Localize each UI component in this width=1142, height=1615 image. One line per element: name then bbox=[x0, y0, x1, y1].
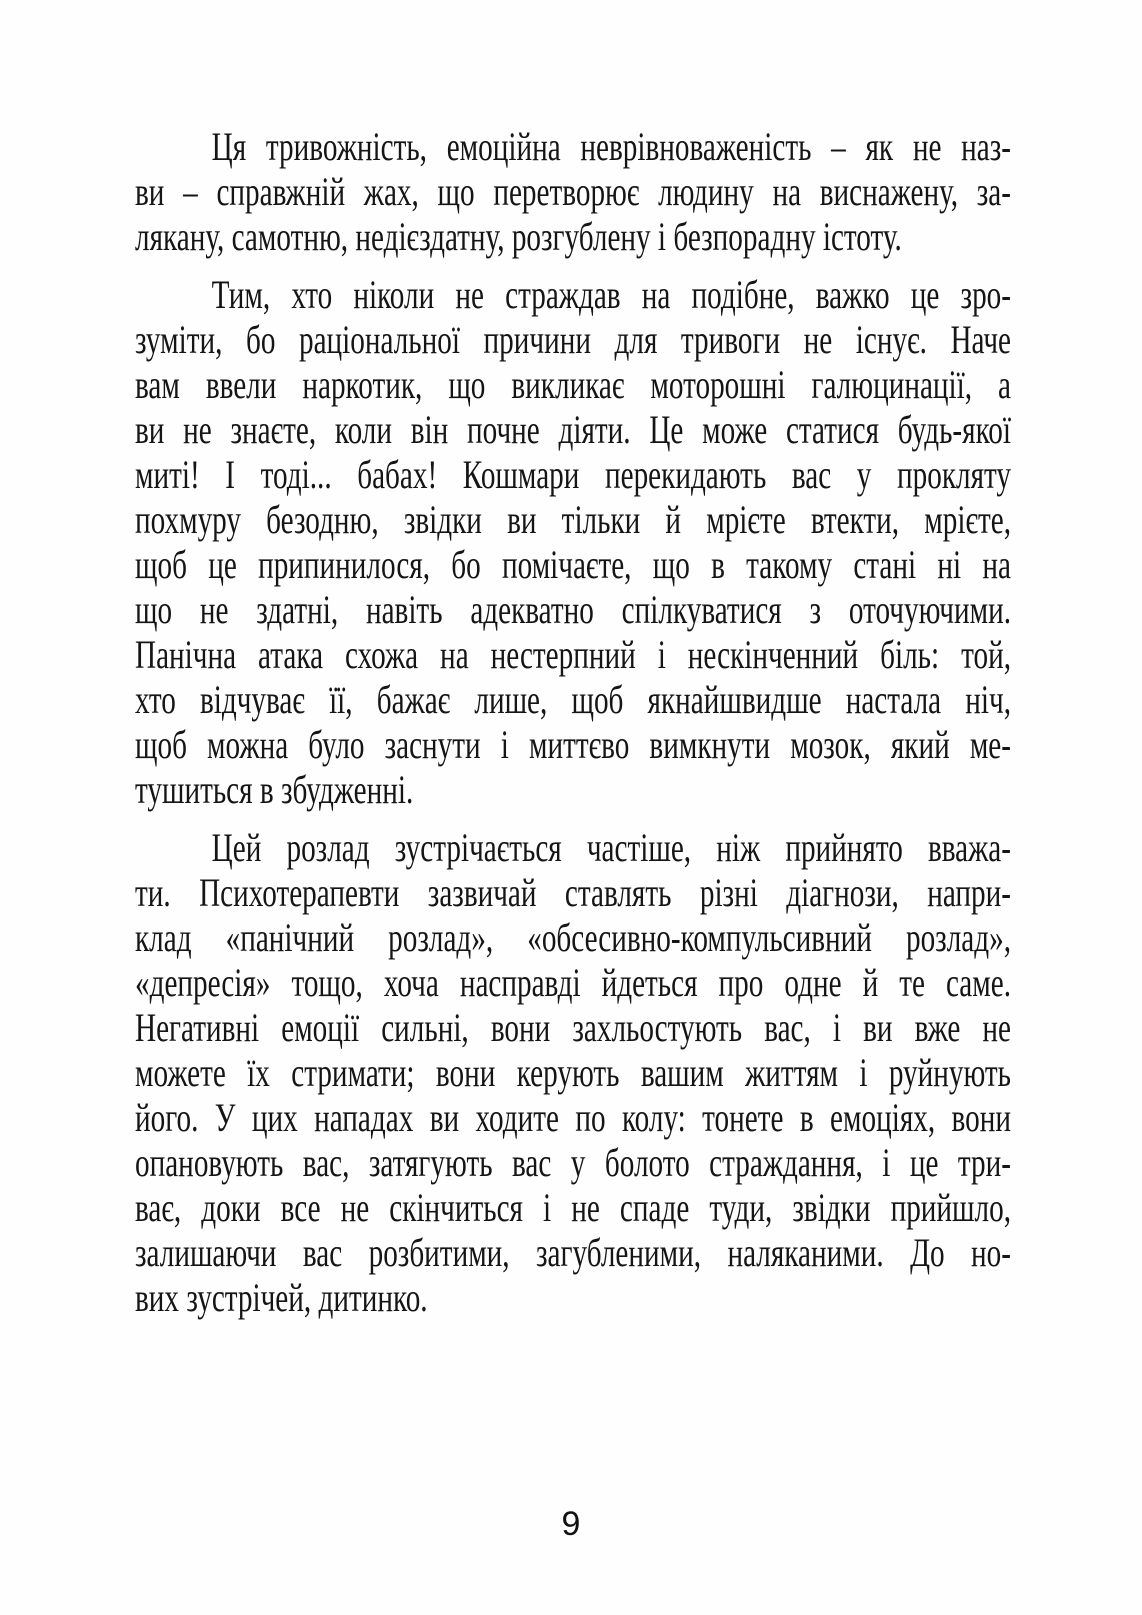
text-line: щоб це припинилося, бо помічаєте, що в такому стані ні на bbox=[135, 542, 1011, 587]
text-line: Негативні емоції сильні, вони захльостують вас, і ви вже не bbox=[135, 1005, 1011, 1050]
text-line: вам ввели наркотик, що викликає моторошні галюцинації, а bbox=[135, 362, 1011, 407]
text-line: Панічна атака схожа на нестерпний і нескінченний біль: той, bbox=[135, 632, 1011, 677]
text-line: похмуру безодню, звідки ви тільки й мрієте втекти, мрієте, bbox=[135, 497, 1011, 542]
text-line: залишаючи вас розбитими, загубленими, наляканими. До но- bbox=[135, 1230, 1011, 1275]
text-line: що не здатні, навіть адекватно спілкуватися з оточуючими. bbox=[135, 587, 1011, 632]
text-line: вих зустрічей, дитинко. bbox=[135, 1275, 428, 1320]
text-line: Ця тривожність, емоційна неврівноваженість – як не наз- bbox=[211, 124, 1011, 169]
text-line: ви не знаєте, коли він почне діяти. Це може статися будь-якої bbox=[135, 407, 1011, 452]
text-line: лякану, самотню, недієздатну, розгублену і безпорадну істоту. bbox=[135, 214, 902, 259]
text-line: щоб можна було заснути і миттєво вимкнути мозок, який ме- bbox=[135, 722, 1011, 767]
text-line: ти. Психотерапевти зазвичай ставлять різні діагнози, напри- bbox=[135, 870, 1011, 915]
text-line: Тим, хто ніколи не страждав на подібне, важко це зро- bbox=[211, 272, 1011, 317]
text-line: миті! І тоді... бабах! Кошмари перекидають вас у прокляту bbox=[135, 452, 1011, 497]
text-line: ває, доки все не скінчиться і не спаде туди, звідки прийшло, bbox=[135, 1185, 1011, 1230]
text-line: тушиться в збудженні. bbox=[135, 767, 414, 812]
paragraph bbox=[135, 124, 1011, 259]
text-line: хто відчуває її, бажає лише, щоб якнайшвидше настала ніч, bbox=[135, 677, 1011, 722]
body-text bbox=[135, 124, 1011, 1333]
text-line: «депресія» тощо, хоча насправді йдеться про одне й те саме. bbox=[135, 960, 1011, 1005]
text-line: його. У цих нападах ви ходите по колу: тонете в емоціях, вони bbox=[135, 1095, 1011, 1140]
text-line: Цей розлад зустрічається частіше, ніж прийнято вважа- bbox=[211, 825, 1011, 870]
text-line: зуміти, бо раціональної причини для тривоги не існує. Наче bbox=[135, 317, 1011, 362]
paragraph bbox=[135, 825, 1011, 1320]
text-line: опановують вас, затягують вас у болото страждання, і це три- bbox=[135, 1140, 1011, 1185]
text-line: клад «панічний розлад», «обсесивно-компульсивний розлад», bbox=[135, 915, 1011, 960]
page-number: 9 bbox=[561, 1505, 581, 1543]
paragraph bbox=[135, 272, 1011, 812]
text-line: ви – справжній жах, що перетворює людину на виснажену, за- bbox=[135, 169, 1011, 214]
text-line: можете їх стримати; вони керують вашим життям і руйнують bbox=[135, 1050, 1011, 1095]
